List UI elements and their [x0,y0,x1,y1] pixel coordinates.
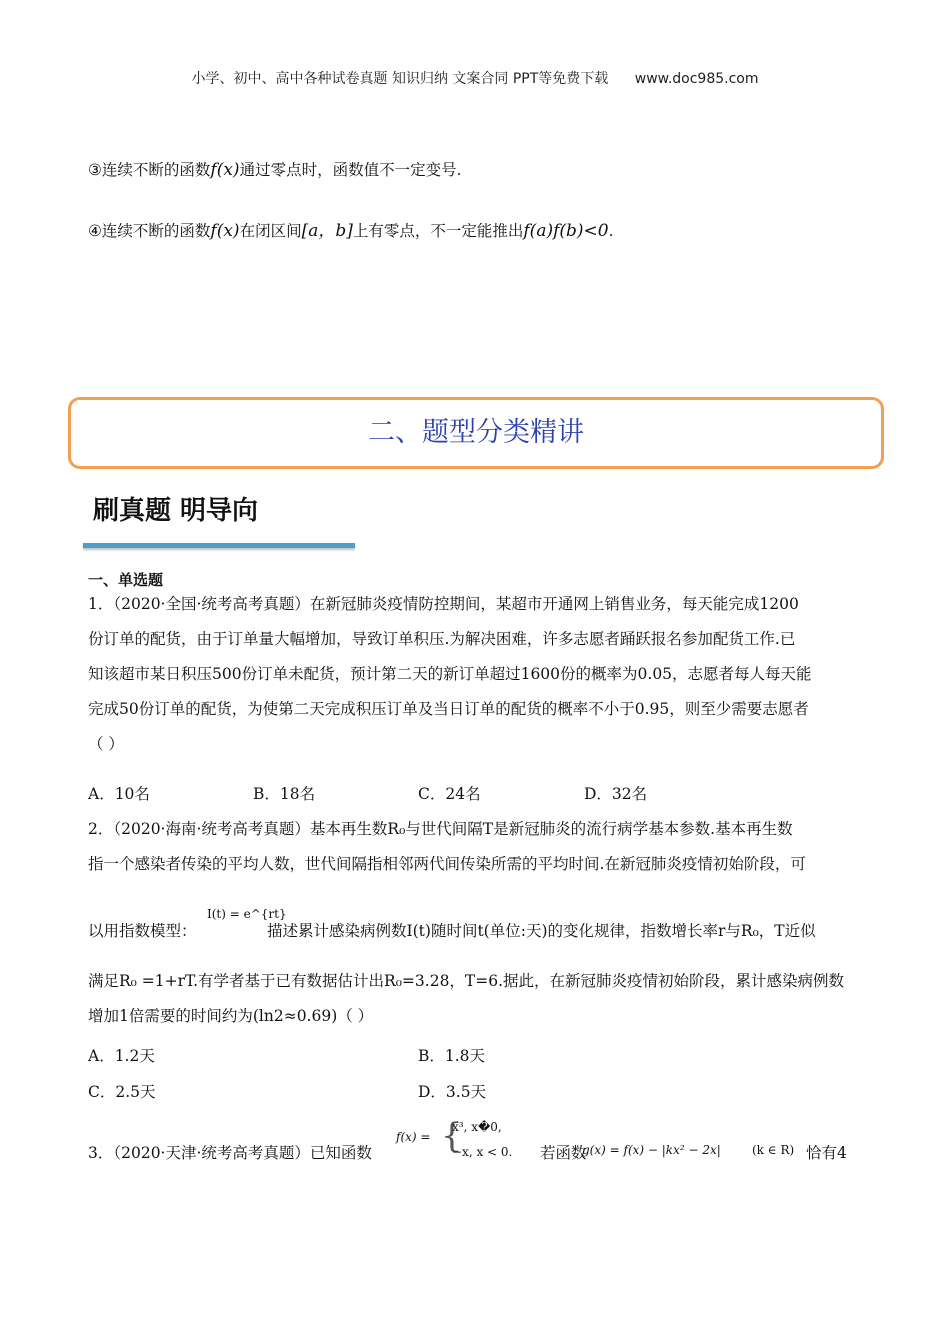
q3-brace: { [441,1116,463,1156]
q2-option-d[interactable]: D．3.5天 [418,1083,487,1101]
q2-formula-text: I(t) = e^{rt} [207,907,287,921]
header-site-link[interactable]: www.doc985.com [634,71,759,87]
note-4-text-b: 在闭区间 [239,222,302,240]
note-3-text-b: 通过零点时，函数值不一定变号. [239,161,462,179]
q1-line: 份订单的配货，由于订单量大幅增加，导致订单积压.为解决困难，许多志愿者踊跃报名参加配货工作.已 [88,630,796,648]
q2-line3-b: 描述累计感染病例数I(t)随时间t(单位:天)的变化规律，指数增长率r与R₀，T近似 [267,922,816,940]
q3-piece-2: −x, x < 0. [452,1145,513,1159]
q3-fx: f(x) = [396,1130,431,1144]
q3-suffix: 恰有4 [806,1144,847,1162]
q1-line: 完成50份订单的配货，为使第二天完成积压订单及当日订单的配货的概率不小于0.95，则至少需要志愿者 [88,700,809,718]
q3-prefix: 3．（2020·天津·统考高考真题）已知函数 [88,1144,372,1162]
note-4-condition: f(a)f(b)<0 [523,221,609,241]
q2-line: 增加1倍需要的时间约为(ln2≈0.69)（ ） [88,1007,374,1025]
q1-option-c[interactable]: C．24名 [418,785,481,803]
q3-k-domain: (k ∈ R) [752,1143,795,1157]
note-3-fx: f(x) [210,160,240,180]
q2-option-a[interactable]: A．1.2天 [88,1047,155,1065]
q1-option-d[interactable]: D．32名 [584,785,648,803]
q3-mid: 若函数 [540,1144,587,1162]
question-2 [88,812,868,882]
q2-option-c[interactable]: C．2.5天 [88,1083,156,1101]
q2-line: 满足R₀ =1+rT.有学者基于已有数据估计出R₀=3.28，T=6.据此，在新冠肺炎疫情初始阶段，累计感染病例数 [88,972,845,990]
q2-line3-a: 以用指数模型： [88,922,197,940]
header-text: 小学、初中、高中各种试卷真题 知识归纳 文案合同 PPT等免费下载 [191,71,609,87]
note-4-text-a: ④连续不断的函数 [88,222,211,240]
q1-option-b[interactable]: B．18名 [253,785,316,803]
q2-line: 2．（2020·海南·统考高考真题）基本再生数R₀与世代间隔T是新冠肺炎的流行病学基本参数.基本再生数 [88,820,793,838]
q1-option-a[interactable]: A．10名 [88,785,150,803]
section-heading: 刷真题 明导向 [93,496,259,526]
page-header [0,68,950,88]
note-4 [88,216,614,241]
q3-piece-1: x³, x�0, [452,1120,502,1134]
q3-gx: g(x) = f(x) − |kx² − 2x| [582,1143,721,1157]
note-4-fx: f(x) [210,221,240,241]
note-3-text-a: ③连续不断的函数 [88,161,211,179]
q1-line: （ ） [88,735,124,753]
q2-tail [88,964,868,1034]
q2-line: 指一个感染者传染的平均人数，世代间隔指相邻两代间传染所需的平均时间.在新冠肺炎疫情初始阶段，可 [88,855,806,873]
question-type-heading: 一、单选题 [88,571,164,589]
note-4-end: . [608,222,614,240]
note-3 [88,158,462,180]
section-banner-title: 二、题型分类精讲 [368,417,584,448]
q1-line: 1．（2020·全国·统考高考真题）在新冠肺炎疫情防控期间，某超市开通网上销售业务，每天能完成1200 [88,595,799,613]
section-heading-underline [83,543,355,548]
q2-option-b[interactable]: B．1.8天 [418,1047,486,1065]
question-1 [88,587,868,762]
note-4-interval: [a，b] [301,221,353,241]
note-4-text-c: 上有零点，不一定能推出 [352,222,524,240]
q1-line: 知该超市某日积压500份订单未配货，预计第二天的新订单超过1600份的概率为0.05，志愿者每人每天能 [88,665,812,683]
